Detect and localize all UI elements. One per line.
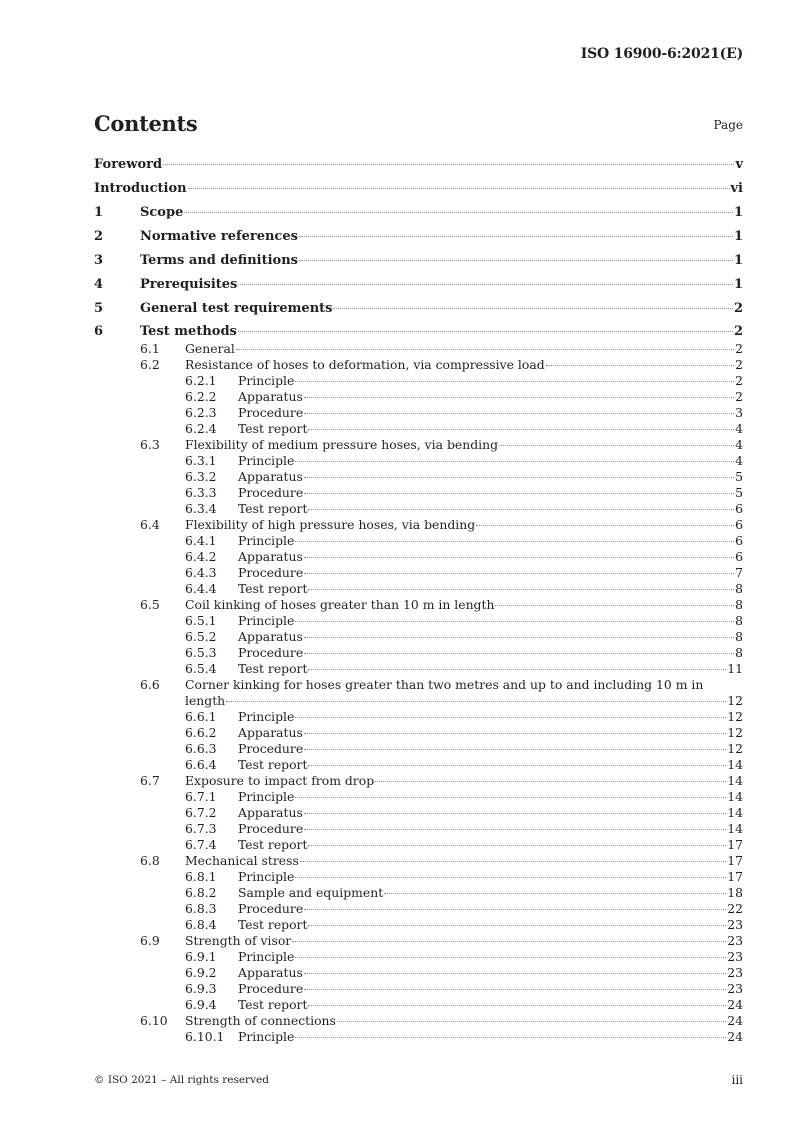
toc-entry-6-7[interactable]: [94, 773, 743, 789]
toc-entry-page: 6: [735, 533, 743, 548]
toc-entry-6-6-4[interactable]: [94, 757, 743, 773]
toc-entry-6-5-2[interactable]: [94, 629, 743, 645]
dot-leader: [304, 397, 734, 398]
toc-entry-number: 4: [94, 277, 104, 292]
toc-entry-title: Test report: [238, 581, 308, 596]
dot-leader: [308, 765, 726, 766]
toc-entry-title: Test report: [238, 837, 308, 852]
toc-entry-page: 8: [735, 581, 743, 596]
toc-entry-page: 22: [727, 901, 743, 916]
toc-entry-title: Test report: [238, 917, 308, 932]
dot-leader: [476, 525, 734, 526]
dot-leader: [337, 1021, 726, 1022]
toc-entry-title: Introduction: [94, 181, 187, 196]
toc-entry-page: 8: [735, 597, 743, 612]
toc-entry-number: 6.8: [140, 853, 160, 868]
toc-entry-number: 6.9.3: [185, 981, 217, 996]
toc-entry-title: Procedure: [238, 565, 304, 580]
dot-leader: [295, 381, 734, 382]
dot-leader: [308, 669, 726, 670]
toc-entry-number: 3: [94, 253, 104, 268]
toc-entry-number: 6.3: [140, 437, 160, 452]
toc-entry-title-continued: length: [185, 693, 226, 708]
copyright-notice: © ISO 2021 – All rights reserved: [94, 1074, 269, 1086]
toc-entry-page: 1: [733, 229, 743, 244]
toc-entry-number: 6.6.1: [185, 709, 217, 724]
dot-leader: [295, 541, 734, 542]
toc-entry-number: 1: [94, 205, 104, 220]
toc-entry-page: 6: [735, 517, 743, 532]
dot-leader: [295, 1037, 726, 1038]
toc-entry-page: 5: [735, 485, 743, 500]
toc-entry-title: Procedure: [238, 645, 304, 660]
toc-entry-title: Principle: [238, 789, 295, 804]
dot-leader: [295, 717, 726, 718]
dot-leader: [295, 461, 734, 462]
toc-entry-number: 6.5: [140, 597, 160, 612]
toc-entry-page: 17: [727, 837, 743, 852]
toc-entry-number: 6.6.3: [185, 741, 217, 756]
toc-entry-title: Strength of visor: [185, 933, 292, 948]
toc-entry-6-9[interactable]: [94, 933, 743, 949]
toc-entry-page: 2: [735, 389, 743, 404]
toc-entry-number: 6.4.1: [185, 533, 217, 548]
toc-entry-title: Principle: [238, 709, 295, 724]
toc-entry-number: 6.10.1: [185, 1029, 225, 1044]
dot-leader: [238, 284, 733, 285]
toc-entry-number: 6.2.4: [185, 421, 217, 436]
toc-entry-6-5-1[interactable]: [94, 613, 743, 629]
toc-entry-page: 24: [727, 997, 743, 1012]
toc-entry-page: 2: [735, 373, 743, 388]
dot-leader: [308, 925, 726, 926]
toc-entry-6-4[interactable]: [94, 517, 743, 533]
toc-entry-number: 6.2.1: [185, 373, 217, 388]
dot-leader: [308, 429, 734, 430]
toc-entry-page: 1: [733, 253, 743, 268]
toc-entry-number: 6.3.2: [185, 469, 217, 484]
toc-entry-6-6-2[interactable]: [94, 725, 743, 741]
toc-entry-6-6-continued[interactable]: [94, 693, 743, 709]
dot-leader: [308, 1005, 726, 1006]
toc-entry-6-8[interactable]: [94, 853, 743, 869]
toc-entry-title: Apparatus: [238, 965, 303, 980]
dot-leader: [304, 413, 734, 414]
toc-entry-title: Sample and equipment: [238, 885, 384, 900]
toc-entry-number: 6.5.3: [185, 645, 217, 660]
toc-entry-page: 24: [727, 1013, 743, 1028]
toc-entry-number: 6.8.2: [185, 885, 217, 900]
toc-entry-page: 8: [735, 645, 743, 660]
toc-entry-5[interactable]: [94, 299, 743, 323]
toc-entry-6-9-3[interactable]: [94, 981, 743, 997]
toc-entry-6-9-1[interactable]: [94, 949, 743, 965]
dot-leader: [299, 236, 733, 237]
toc-entry-title: Procedure: [238, 741, 304, 756]
dot-leader: [499, 445, 734, 446]
toc-entry-introduction[interactable]: [94, 179, 743, 203]
dot-leader: [304, 829, 726, 830]
toc-entry-page: 17: [727, 869, 743, 884]
toc-entry-title: Procedure: [238, 405, 304, 420]
toc-entry-4[interactable]: [94, 275, 743, 299]
toc-entry-6-5[interactable]: [94, 597, 743, 613]
toc-entry-6-2-4[interactable]: [94, 421, 743, 437]
toc-entry-6-9-2[interactable]: [94, 965, 743, 981]
toc-entry-title: Procedure: [238, 901, 304, 916]
toc-entry-number: 6.5.4: [185, 661, 217, 676]
dot-leader: [308, 845, 726, 846]
toc-entry-title: Test report: [238, 501, 308, 516]
dot-leader: [304, 557, 734, 558]
toc-entry-number: 6.7.2: [185, 805, 217, 820]
dot-leader: [238, 331, 733, 332]
dot-leader: [546, 365, 734, 366]
toc-entry-title: Test report: [238, 997, 308, 1012]
dot-leader: [226, 701, 726, 702]
dot-leader: [304, 733, 726, 734]
toc-entry-page: 5: [735, 469, 743, 484]
toc-entry-title: Foreword: [94, 157, 163, 172]
toc-entry-title: Strength of connections: [185, 1013, 336, 1028]
toc-entry-page: 18: [727, 885, 743, 900]
toc-entry-6-7-3[interactable]: [94, 821, 743, 837]
toc-entry-6-2[interactable]: [94, 357, 743, 373]
toc-entry-page: 14: [727, 773, 743, 788]
toc-entry-page: 1: [733, 277, 743, 292]
toc-entry-6-2-1[interactable]: [94, 373, 743, 389]
toc-entry-title: Coil kinking of hoses greater than 10 m in length: [185, 597, 495, 612]
toc-entry-page: 6: [735, 501, 743, 516]
toc-entry-6-3-2[interactable]: [94, 469, 743, 485]
toc-entry-page: vi: [730, 181, 743, 196]
toc-entry-6-9-4[interactable]: [94, 997, 743, 1013]
toc-entry-title: Flexibility of medium pressure hoses, via bending: [185, 437, 498, 452]
toc-entry-title: Procedure: [238, 821, 304, 836]
toc-entry-6-6-1[interactable]: [94, 709, 743, 725]
dot-leader: [308, 589, 734, 590]
toc-entry-title: Flexibility of high pressure hoses, via bending: [185, 517, 476, 532]
toc-entry-6-8-3[interactable]: [94, 901, 743, 917]
toc-entry-6-6-3[interactable]: [94, 741, 743, 757]
toc-entry-page: 12: [727, 725, 743, 740]
dot-leader: [304, 477, 734, 478]
dot-leader: [304, 989, 726, 990]
dot-leader: [295, 621, 734, 622]
toc-entry-6-2-2[interactable]: [94, 389, 743, 405]
toc-entry-page: 12: [727, 741, 743, 756]
toc-entry-6-3[interactable]: [94, 437, 743, 453]
toc-entry-number: 6.3.4: [185, 501, 217, 516]
toc-entry-title: Procedure: [238, 485, 304, 500]
toc-entry-title: Apparatus: [238, 805, 303, 820]
toc-entry-title: Apparatus: [238, 469, 303, 484]
toc-entry-number: 6.10: [140, 1013, 168, 1028]
toc-entry-number: 6.9.1: [185, 949, 217, 964]
dot-leader: [375, 781, 726, 782]
toc-entry-title: Principle: [238, 613, 295, 628]
toc-entry-title: General: [185, 341, 235, 356]
toc-entry-page: 23: [727, 917, 743, 932]
document-id: ISO 16900-6:2021(E): [580, 46, 743, 62]
toc-entry-number: 6.2.2: [185, 389, 217, 404]
toc-entry-number: 6.4.4: [185, 581, 217, 596]
toc-entry-title: Exposure to impact from drop: [185, 773, 375, 788]
toc-entry-6-4-4[interactable]: [94, 581, 743, 597]
dot-leader: [295, 797, 726, 798]
toc-entry-title: Principle: [238, 373, 295, 388]
dot-leader: [295, 957, 726, 958]
toc-entry-number: 6.5.2: [185, 629, 217, 644]
toc-entry-number: 6.9.4: [185, 997, 217, 1012]
toc-entry-page: 14: [727, 757, 743, 772]
contents-heading: Contents: [94, 111, 198, 136]
toc-entry-6-10[interactable]: [94, 1013, 743, 1029]
dot-leader: [304, 493, 734, 494]
toc-entry-number: 6.4: [140, 517, 160, 532]
toc-entry-title: Test report: [238, 757, 308, 772]
toc-entry-number: 6.6: [140, 677, 160, 692]
toc-entry-6-7-4[interactable]: [94, 837, 743, 853]
toc-entry-page: 12: [727, 709, 743, 724]
toc-entry-title: Principle: [238, 1029, 295, 1044]
toc-entry-page: 17: [727, 853, 743, 868]
toc-entry-title: Principle: [238, 869, 295, 884]
toc-entry-title: Apparatus: [238, 549, 303, 564]
dot-leader: [308, 509, 734, 510]
toc-entry-6-10-1[interactable]: [94, 1029, 743, 1045]
toc-entry-number: 6.7.3: [185, 821, 217, 836]
toc-entry-number: 6.9: [140, 933, 160, 948]
toc-entry-6-8-2[interactable]: [94, 885, 743, 901]
toc-entry-6-4-3[interactable]: [94, 565, 743, 581]
toc-entry-number: 6.2.3: [185, 405, 217, 420]
toc-entry-page: 23: [727, 981, 743, 996]
toc-entry-title: Procedure: [238, 981, 304, 996]
toc-entry-page: 14: [727, 805, 743, 820]
toc-entry-1[interactable]: [94, 203, 743, 227]
toc-entry-title: Apparatus: [238, 629, 303, 644]
toc-entry-number: 6.5.1: [185, 613, 217, 628]
toc-entry-title: Prerequisites: [140, 277, 238, 292]
toc-entry-page: 4: [735, 437, 743, 452]
toc-entry-title: Principle: [238, 453, 295, 468]
toc-entry-number: 6.8.1: [185, 869, 217, 884]
toc-entry-page: 1: [733, 205, 743, 220]
toc-entry-title: General test requirements: [140, 301, 333, 316]
toc-entry-page: 6: [735, 549, 743, 564]
dot-leader: [304, 637, 734, 638]
toc-entry-page: 14: [727, 789, 743, 804]
dot-leader: [295, 877, 726, 878]
dot-leader: [304, 909, 726, 910]
dot-leader: [495, 605, 734, 606]
toc-entry-6-3-1[interactable]: [94, 453, 743, 469]
toc-entry-page: 2: [735, 341, 743, 356]
toc-entry-page: 8: [735, 613, 743, 628]
toc-entry-number: 2: [94, 229, 104, 244]
toc-entry-number: 6.7.4: [185, 837, 217, 852]
toc-entry-2[interactable]: [94, 227, 743, 251]
toc-entry-number: 6.8.3: [185, 901, 217, 916]
toc-entry-page: 24: [727, 1029, 743, 1044]
toc-entry-title: Mechanical stress: [185, 853, 299, 868]
toc-entry-title: Principle: [238, 533, 295, 548]
toc-entry-title: Test methods: [140, 324, 237, 339]
toc-entry-6-3-3[interactable]: [94, 485, 743, 501]
toc-entry-6-4-1[interactable]: [94, 533, 743, 549]
toc-entry-page: 3: [735, 405, 743, 420]
toc-entry-6-8-4[interactable]: [94, 917, 743, 933]
toc-entry-page: 8: [735, 629, 743, 644]
toc-entry-title: Apparatus: [238, 389, 303, 404]
page-column-label: Page: [713, 118, 743, 132]
page-number: iii: [731, 1073, 743, 1087]
toc-entry-foreword[interactable]: [94, 155, 743, 179]
toc-entry-page: v: [735, 157, 743, 172]
dot-leader: [292, 941, 726, 942]
toc-entry-6-4-2[interactable]: [94, 549, 743, 565]
toc-entry-title: Principle: [238, 949, 295, 964]
toc-entry-number: 6.3.3: [185, 485, 217, 500]
table-of-contents: [94, 155, 743, 1045]
toc-entry-3[interactable]: [94, 251, 743, 275]
toc-entry-title: Corner kinking for hoses greater than two metres and up to and including 10 m in: [185, 677, 704, 692]
toc-entry-number: 6: [94, 324, 104, 339]
toc-entry-page: 4: [735, 453, 743, 468]
dot-leader: [188, 188, 730, 189]
toc-entry-page: 7: [735, 565, 743, 580]
toc-entry-page: 2: [733, 301, 743, 316]
toc-entry-6-1[interactable]: [94, 341, 743, 357]
dot-leader: [304, 573, 734, 574]
dot-leader: [384, 893, 726, 894]
toc-entry-page: 23: [727, 933, 743, 948]
toc-entry-6-5-3[interactable]: [94, 645, 743, 661]
toc-entry-number: 6.1: [140, 341, 160, 356]
toc-entry-number: 6.2: [140, 357, 160, 372]
toc-entry-number: 6.6.4: [185, 757, 217, 772]
toc-entry-6-6[interactable]: [94, 677, 743, 693]
toc-entry-number: 6.7.1: [185, 789, 217, 804]
toc-entry-page: 12: [727, 693, 743, 708]
dot-leader: [300, 861, 726, 862]
toc-entry-number: 6.3.1: [185, 453, 217, 468]
toc-entry-number: 5: [94, 301, 104, 316]
toc-entry-page: 2: [735, 357, 743, 372]
toc-entry-title: Scope: [140, 205, 184, 220]
dot-leader: [184, 212, 733, 213]
dot-leader: [236, 349, 734, 350]
toc-entry-title: Test report: [238, 661, 308, 676]
toc-entry-page: 11: [727, 661, 743, 676]
toc-entry-page: 23: [727, 965, 743, 980]
dot-leader: [304, 813, 726, 814]
toc-entry-number: 6.4.3: [185, 565, 217, 580]
toc-entry-number: 6.7: [140, 773, 160, 788]
toc-entry-6-2-3[interactable]: [94, 405, 743, 421]
toc-entry-number: 6.8.4: [185, 917, 217, 932]
dot-leader: [163, 164, 734, 165]
toc-entry-6-8-1[interactable]: [94, 869, 743, 885]
toc-entry-6[interactable]: [94, 323, 743, 341]
toc-entry-title: Normative references: [140, 229, 298, 244]
dot-leader: [304, 653, 734, 654]
toc-entry-title: Apparatus: [238, 725, 303, 740]
dot-leader: [299, 260, 733, 261]
toc-entry-page: 2: [733, 324, 743, 339]
toc-entry-page: 14: [727, 821, 743, 836]
toc-entry-6-5-4[interactable]: [94, 661, 743, 677]
toc-entry-number: 6.4.2: [185, 549, 217, 564]
toc-entry-number: 6.6.2: [185, 725, 217, 740]
toc-entry-title: Resistance of hoses to deformation, via compressive load: [185, 357, 545, 372]
dot-leader: [304, 749, 726, 750]
toc-entry-page: 4: [735, 421, 743, 436]
toc-entry-title: Terms and definitions: [140, 253, 298, 268]
toc-entry-6-3-4[interactable]: [94, 501, 743, 517]
dot-leader: [304, 973, 726, 974]
toc-entry-6-7-2[interactable]: [94, 805, 743, 821]
toc-entry-6-7-1[interactable]: [94, 789, 743, 805]
dot-leader: [333, 308, 732, 309]
toc-entry-page: 23: [727, 949, 743, 964]
toc-entry-title: Test report: [238, 421, 308, 436]
toc-entry-number: 6.9.2: [185, 965, 217, 980]
